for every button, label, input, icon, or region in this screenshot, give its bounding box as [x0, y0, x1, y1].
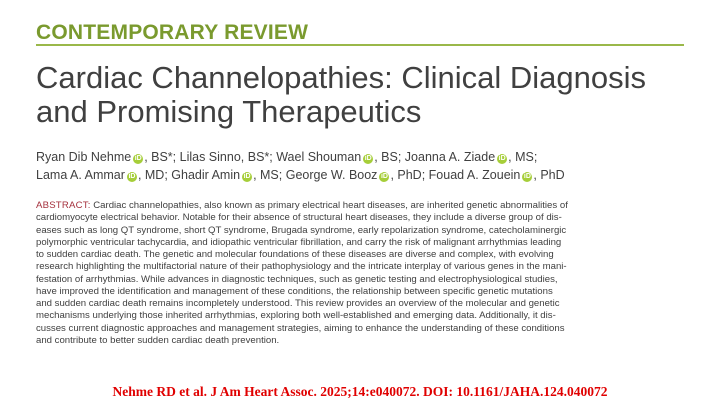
abstract-line: and sudden cardiac death remains incompletely understood. This review provides an overview of the molecular and genetic: [36, 298, 560, 309]
author-line-2: [36, 166, 696, 184]
abstract-line: have improved the identification and management of these conditions, the relationship between specific genetic mutations: [36, 285, 553, 297]
author-degree: , MS;: [508, 150, 538, 164]
orcid-icon[interactable]: [133, 154, 143, 164]
orcid-icon[interactable]: [379, 172, 389, 182]
author-name: Wael Shouman: [276, 150, 362, 164]
orcid-icon[interactable]: [127, 172, 137, 182]
orcid-icon[interactable]: [497, 154, 507, 164]
title-line-2: and Promising Therapeutics: [36, 94, 422, 129]
author-name: Fouad A. Zouein: [428, 168, 521, 182]
abstract-line: polymorphic ventricular tachycardia, and idiopathic ventricular fibrillation, and carry the risk of malignant arrhythmias leading: [36, 236, 562, 248]
abstract-line: cardiomyocyte electrical behavior. Notable for their absence of structural heart diseases, they include a diverse group of dis-: [36, 212, 562, 224]
abstract-text: Cardiac channelopathies, also known as primary electrical heart diseases, are inherited genetic abnormalities of: [90, 200, 568, 211]
abstract-line: eases such as long QT syndrome, short QT syndrome, Brugada syndrome, early repolarization syndrome, catecholaminergic: [36, 224, 567, 236]
author-degree: , MD;: [137, 168, 172, 182]
author-name: Ghadir Amin: [171, 168, 241, 182]
abstract-line: research highlighting the multifactorial nature of their pathophysiology and the intricate interplay of various genes in the mani-: [36, 261, 567, 273]
abstract-line: [36, 200, 686, 212]
abstract-heading: ABSTRACT:: [36, 200, 91, 211]
author-name: Lilas Sinno: [179, 150, 241, 164]
abstract-line: to sudden cardiac death. The genetic and molecular foundations of these diseases are diverse and complex, with evolving: [36, 249, 554, 260]
orcid-icon[interactable]: [242, 172, 252, 182]
abstract: [36, 200, 686, 347]
abstract-line: mechanisms underlying those inherited arrhythmias, exploring both well-established and emerging data. Additionally, it dis-: [36, 310, 556, 322]
article-title: [36, 61, 696, 129]
author-degree: , BS*;: [240, 150, 277, 164]
citation: Nehme RD et al. J Am Heart Assoc. 2025;14:e040072. DOI: 10.1161/JAHA.124.040072: [112, 384, 608, 399]
title-line-1: Cardiac Channelopathies: Clinical Diagnosis: [36, 60, 646, 95]
abstract-line: cusses current diagnostic approaches and management strategies, aiming to enhance the understanding of these conditions: [36, 322, 565, 334]
orcid-icon[interactable]: [363, 154, 373, 164]
section-divider: [36, 44, 684, 46]
author-name: Ryan Dib Nehme: [36, 150, 132, 164]
author-list: [36, 148, 696, 184]
author-degree: , MS;: [253, 168, 286, 182]
author-degree: , PhD: [533, 168, 565, 182]
author-degree: , BS;: [374, 150, 405, 164]
abstract-line: and contribute to better sudden cardiac death prevention.: [36, 334, 280, 346]
author-name: George W. Booz: [285, 168, 378, 182]
author-name: Lama A. Ammar: [36, 168, 125, 182]
author-name: Joanna A. Ziade: [404, 150, 496, 164]
author-line-1: [36, 148, 696, 166]
orcid-icon[interactable]: [522, 172, 532, 182]
section-label: CONTEMPORARY REVIEW: [36, 21, 309, 44]
abstract-line: festation of arrhythmias. While advances in diagnostic techniques, such as genetic testing and electrophysiological studies,: [36, 273, 558, 285]
author-degree: , BS*;: [144, 150, 180, 164]
author-degree: , PhD;: [390, 168, 429, 182]
